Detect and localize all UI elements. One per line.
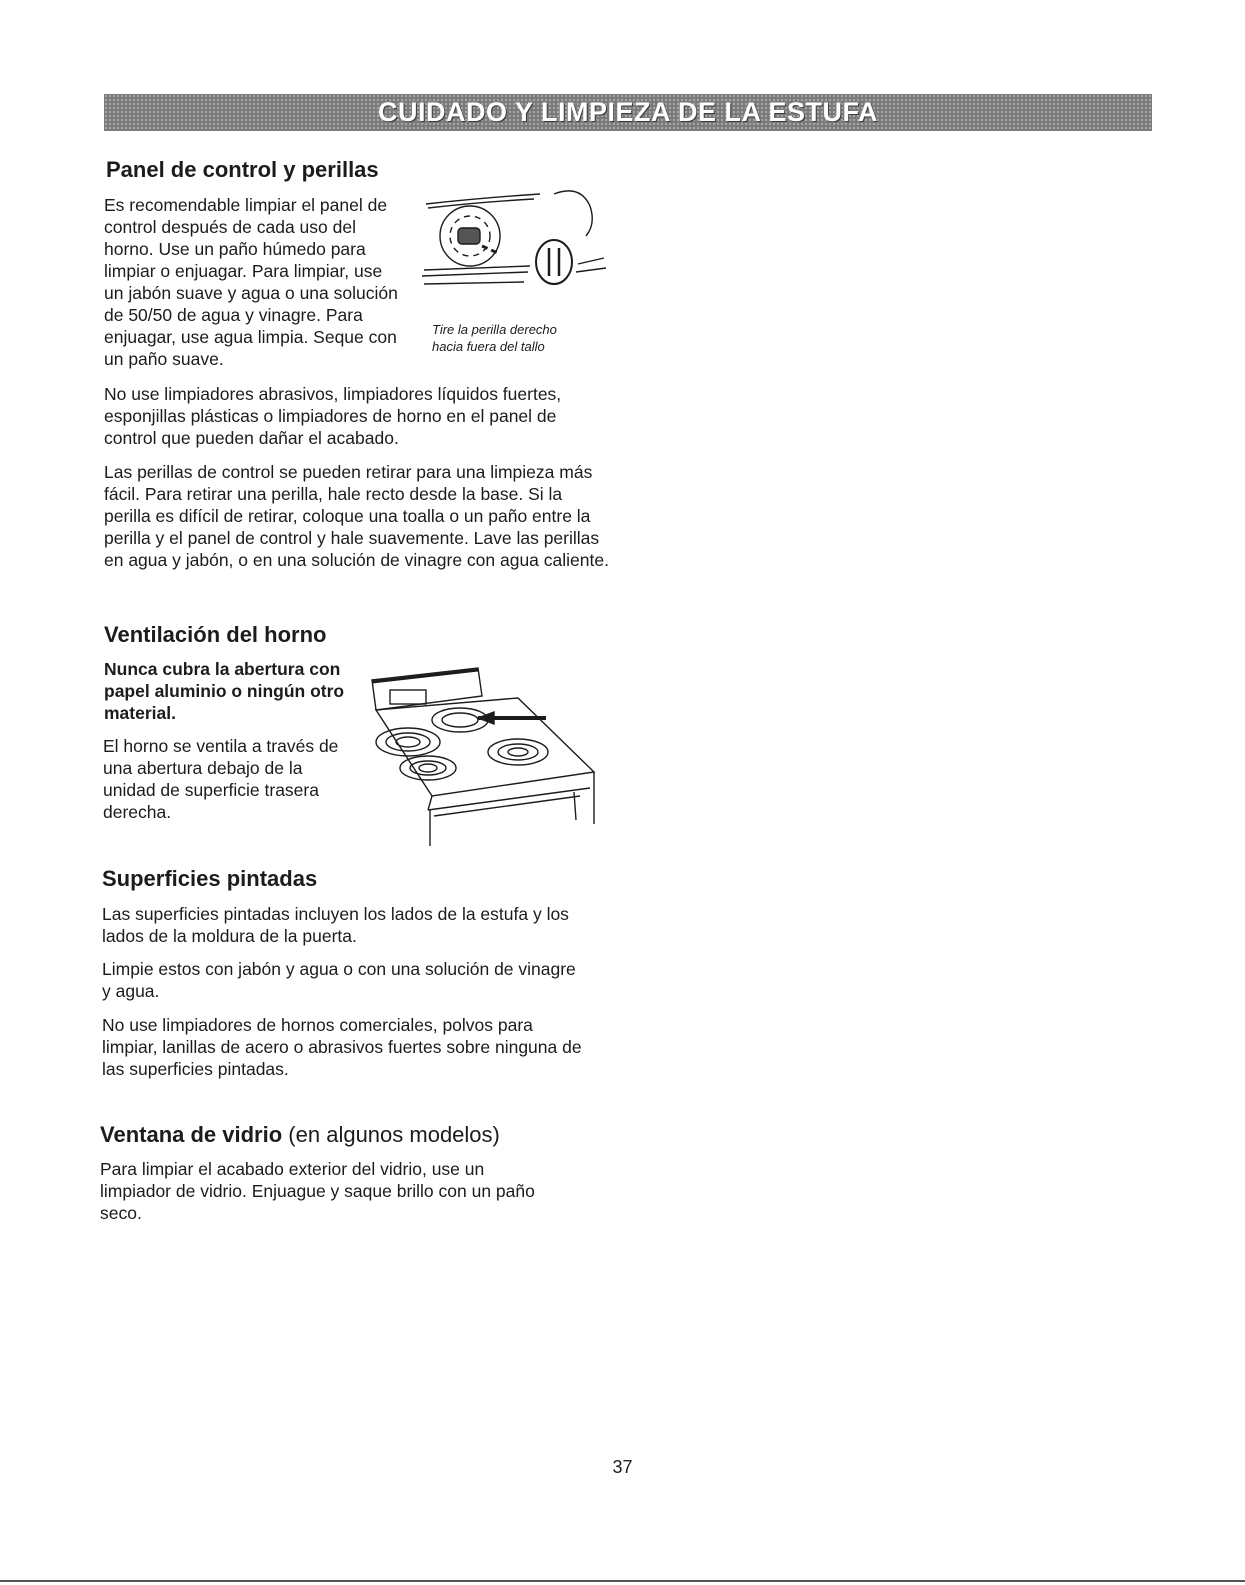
knob-removal-illustration xyxy=(420,184,610,296)
knob-caption-line-2: hacia fuera del tallo xyxy=(432,339,545,354)
bottom-rule xyxy=(0,1580,1245,1582)
paragraph-vent-warning: Nunca cubra la abertura con papel aluminio o ningún otro material. xyxy=(104,659,345,723)
heading-glass-window-bold: Ventana de vidrio xyxy=(100,1122,283,1147)
page-title: CUIDADO Y LIMPIEZA DE LA ESTUFA xyxy=(377,97,879,127)
paragraph-vent-description: El horno se ventila a través de una abertura debajo de la unidad de superficie trasera derecha. xyxy=(103,736,339,822)
knob-caption-line-1: Tire la perilla derecho xyxy=(432,322,557,337)
paragraph-glass-window: Para limpiar el acabado exterior del vidrio, use un limpiador de vidrio. Enjuague y saque brillo con un paño seco. xyxy=(100,1159,535,1223)
page-number: 37 xyxy=(612,1457,633,1477)
heading-control-panel: Panel de control y perillas xyxy=(106,157,379,182)
heading-oven-vent: Ventilación del horno xyxy=(104,622,327,647)
paragraph-control-panel-warning: No use limpiadores abrasivos, limpiadores líquidos fuertes, esponjillas plásticas o limpiadores de horno en el panel de control que pueden dañar el acabado. xyxy=(104,384,562,448)
paragraph-painted-surfaces-3: No use limpiadores de hornos comerciales, polvos para limpiar, lanillas de acero o abrasivos fuertes sobre ninguna de las superficies pintadas. xyxy=(102,1015,582,1079)
range-vent-illustration xyxy=(368,660,600,846)
paragraph-painted-surfaces-1: Las superficies pintadas incluyen los lados de la estufa y los lados de la moldura de la puerta. xyxy=(102,904,569,946)
heading-painted-surfaces: Superficies pintadas xyxy=(102,866,318,891)
section-title-banner xyxy=(104,94,1152,131)
paragraph-control-panel-intro: Es recomendable limpiar el panel de control después de cada uso del horno. Use un paño húmedo para limpiar o enjuagar. Para limpiar, use un jabón suave y agua o una solución de 50/50 de agua y vinagre. Para enjuagar, use agua limpia. Seque con un paño suave. xyxy=(104,195,398,369)
heading-glass-window xyxy=(100,1122,500,1148)
paragraph-painted-surfaces-2: Limpie estos con jabón y agua o con una solución de vinagre y agua. xyxy=(102,959,576,1001)
paragraph-knob-removal: Las perillas de control se pueden retirar para una limpieza más fácil. Para retirar una perilla, hale recto desde la base. Si la perilla es difícil de retirar, coloque una toalla o un paño entre la perilla y el panel de control y hale suavemente. Lave las perillas en agua y jabón, o en una solución de vinagre con agua caliente. xyxy=(104,462,609,570)
heading-glass-window-note: (en algunos modelos) xyxy=(288,1122,500,1147)
